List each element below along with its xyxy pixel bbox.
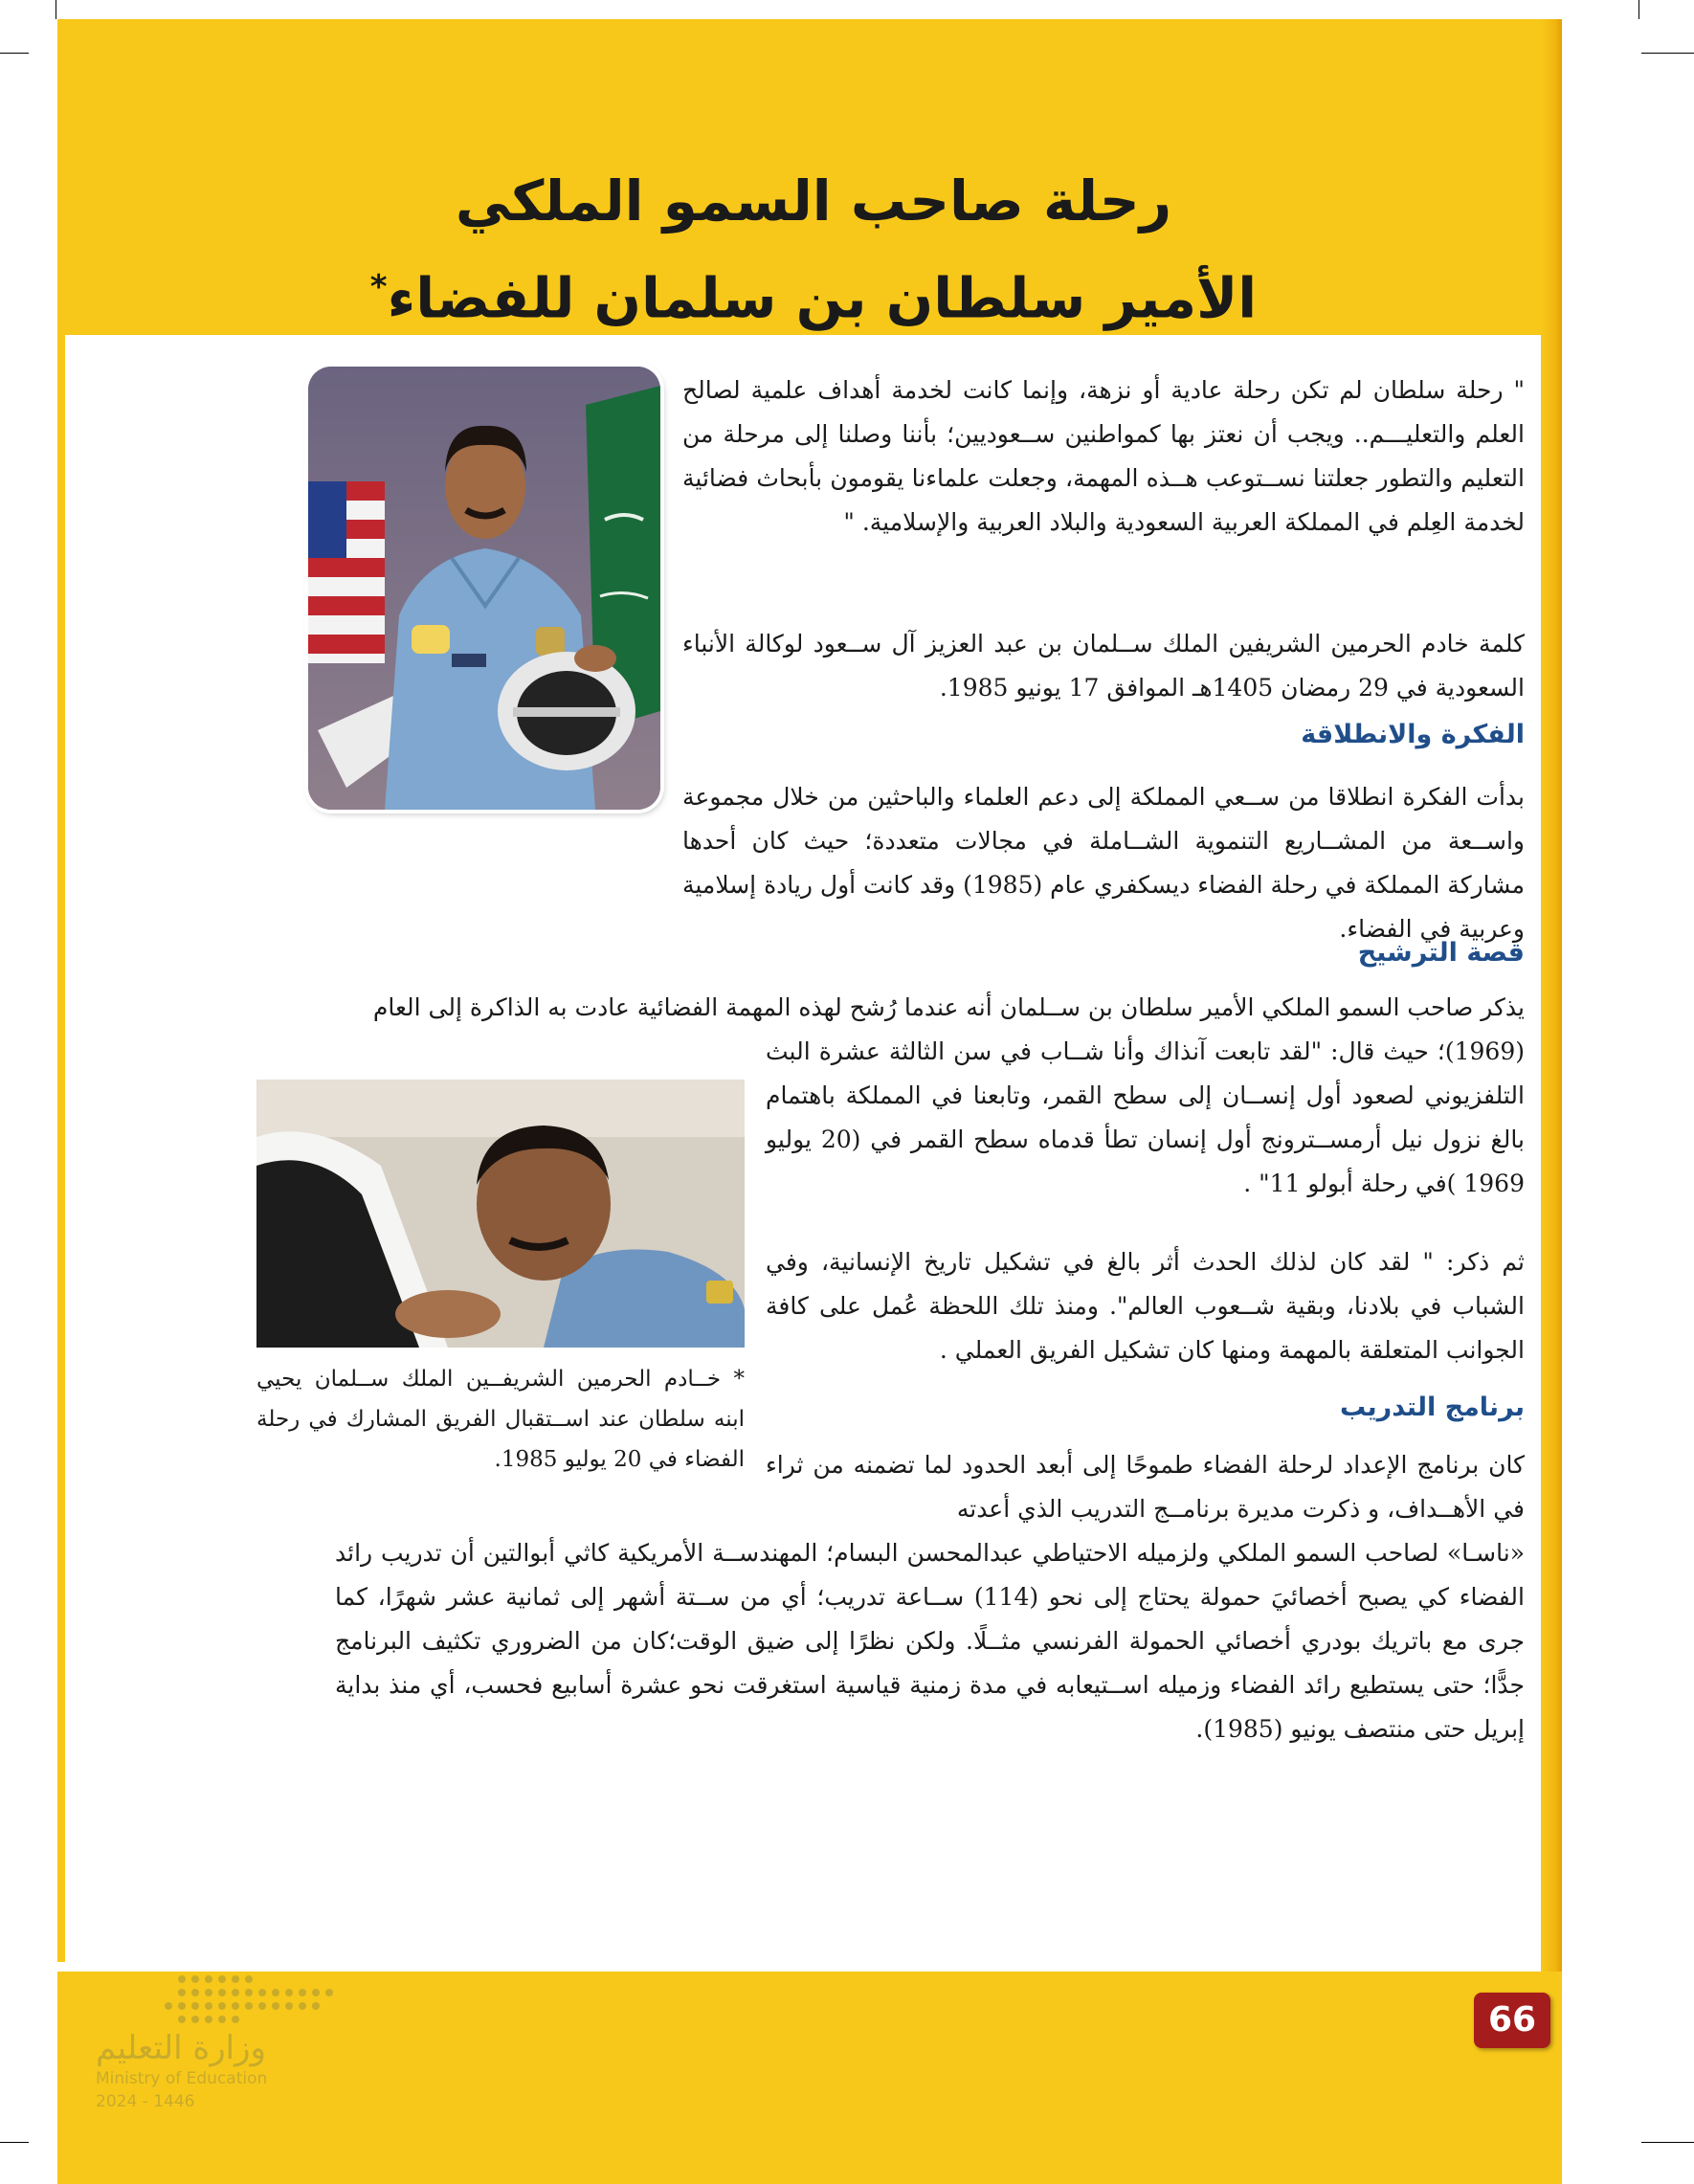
welcome-photo [256, 1080, 745, 1348]
side-strip-left [57, 335, 65, 1962]
ministry-name-arabic: وزارة التعليم [96, 2029, 266, 2067]
section-idea-text: بدأت الفكرة انطلاقا من ســعي المملكة إلى دعم العلماء والباحثين من خلال مجموعة واســعة من المشــاريع التنموية الشــاملة في مجالات متعددة؛ حيث كان أحدها مشاركة المملكة في رحلة الفضاء ديسكفري عام (1985) وقد كانت أول ريادة إسلامية وعربية في الفضاء. [681, 783, 1525, 943]
section-idea-body [335, 775, 1525, 951]
page-title [287, 163, 1340, 336]
nomination-quote: (1969)؛ حيث قال: "لقد تابعت آنذاك وأنا شــاب في سن الثالثة عشرة البث التلفزيوني لصعود أول إنســان إلى سطح القمر، وتابعنا في المملكة باهتمام بالغ نزول نيل أرمســترونج أول إنسان تطأ قدماه سطح القمر في (20 يوليو 1969 )في رحلة أبولو 11" . [766, 1037, 1526, 1197]
training-body: «ناسـا» لصاحب السمو الملكي ولزميله الاحتياطي عبدالمحسن البسام؛ المهندســة الأمريكية كاثي أبوالتين أن تدريب رائد الفضاء كي يصبح أخصائيَ حمولة يحتاج إلى نحو (114) ســاعة تدريب؛ أي من ســتة أشهر إلى ثمانية عشر شهرًا، كما جرى مع باتريك بودري أخصائي الحمولة الفرنسي مثــلًا. ولكن نظرًا إلى ضيق الوقت؛كان من الضروري تكثيف البرنامج جدًّا؛ حتى يستطيع رائد الفضاء وزميله اســتيعابه في مدة زمنية قياسية استغرقت نحو عشرة أسابيع فحسب، أي منذ بداية إبريل حتى منتصف يونيو (1985). [335, 1539, 1525, 1743]
quote-attribution: كلمة خادم الحرمين الشريفين الملك ســلمان بن عبد العزيز آل ســعود لوكالة الأنباء السعودية في 29 رمضان 1405هـ الموافق 17 يونيو 1985. [682, 630, 1525, 702]
title-line-2-text: الأمير سلطان بن سلمان للفضاء [387, 265, 1258, 331]
crop-mark [0, 53, 29, 54]
crop-mark [1641, 2142, 1694, 2143]
astronaut-portrait-photo [308, 367, 660, 810]
nomination-intro: يذكر صاحب السمو الملكي الأمير سلطان بن ســلمان أنه عندما رُشح لهذه المهمة الفضائية عادت به الذاكرة إلى العام [372, 993, 1525, 1021]
title-line-2 [287, 249, 1340, 336]
crop-mark [0, 2142, 29, 2143]
academic-year: 2024 - 1446 [96, 2092, 195, 2111]
side-strip [1541, 19, 1562, 1972]
section-heading-idea: الفكرة والانطلاقة [1301, 720, 1525, 749]
crop-mark [1641, 53, 1694, 54]
crop-mark [1638, 0, 1639, 19]
welcome-photo-illustration [256, 1080, 745, 1348]
nomination-paragraph-2: ثم ذكر: " لقد كان لذلك الحدث أثر بالغ في تشكيل تاريخ الإنسانية، وفي الشباب في بلادنا، وبقية شــعوب العالم". ومنذ تلك اللحظة عُمل على كافة الجوانب المتعلقة بالمهمة ومنها كان تشكيل الفريق العملي . [766, 1248, 1525, 1364]
astronaut-portrait-illustration [308, 367, 660, 810]
quote-paragraph: " رحلة سلطان لم تكن رحلة عادية أو نزهة، وإنما كانت لخدمة أهداف علمية لصالح العلم والتعليـــم.. ويجب أن نعتز بها كمواطنين ســعوديين؛ بأننا وصلنا إلى مرحلة من التعليم والتطور جعلتنا نســتوعب هــذه المهمة، وجعلت علماءنا يقومون بأبحاث فضائية لخدمة العِلم في المملكة العربية السعودية والبلاد العربية والإسلامية. " [682, 376, 1525, 536]
title-footnote-mark: * [369, 268, 388, 306]
section-heading-training: برنامج التدريب [1339, 1393, 1525, 1422]
page-number-badge: 66 [1474, 1993, 1550, 2048]
photo-caption: * خــادم الحرمين الشريفــين الملك ســلمان يحيي ابنه سلطان عند اســتقبال الفريق المشارك في رحلة الفضاء في 20 يوليو 1985. [256, 1367, 745, 1472]
section-heading-nomination: قصة الترشيح [1357, 938, 1525, 968]
ministry-name-english: Ministry of Education [96, 2069, 268, 2088]
title-line-1: رحلة صاحب السمو الملكي [455, 168, 1172, 234]
training-intro: كان برنامج الإعداد لرحلة الفضاء طموحًا إلى أبعد الحدود لما تضمنه من ثراء في الأهــداف، و ذكرت مديرة برنامــج التدريب الذي أعدته [766, 1451, 1525, 1523]
